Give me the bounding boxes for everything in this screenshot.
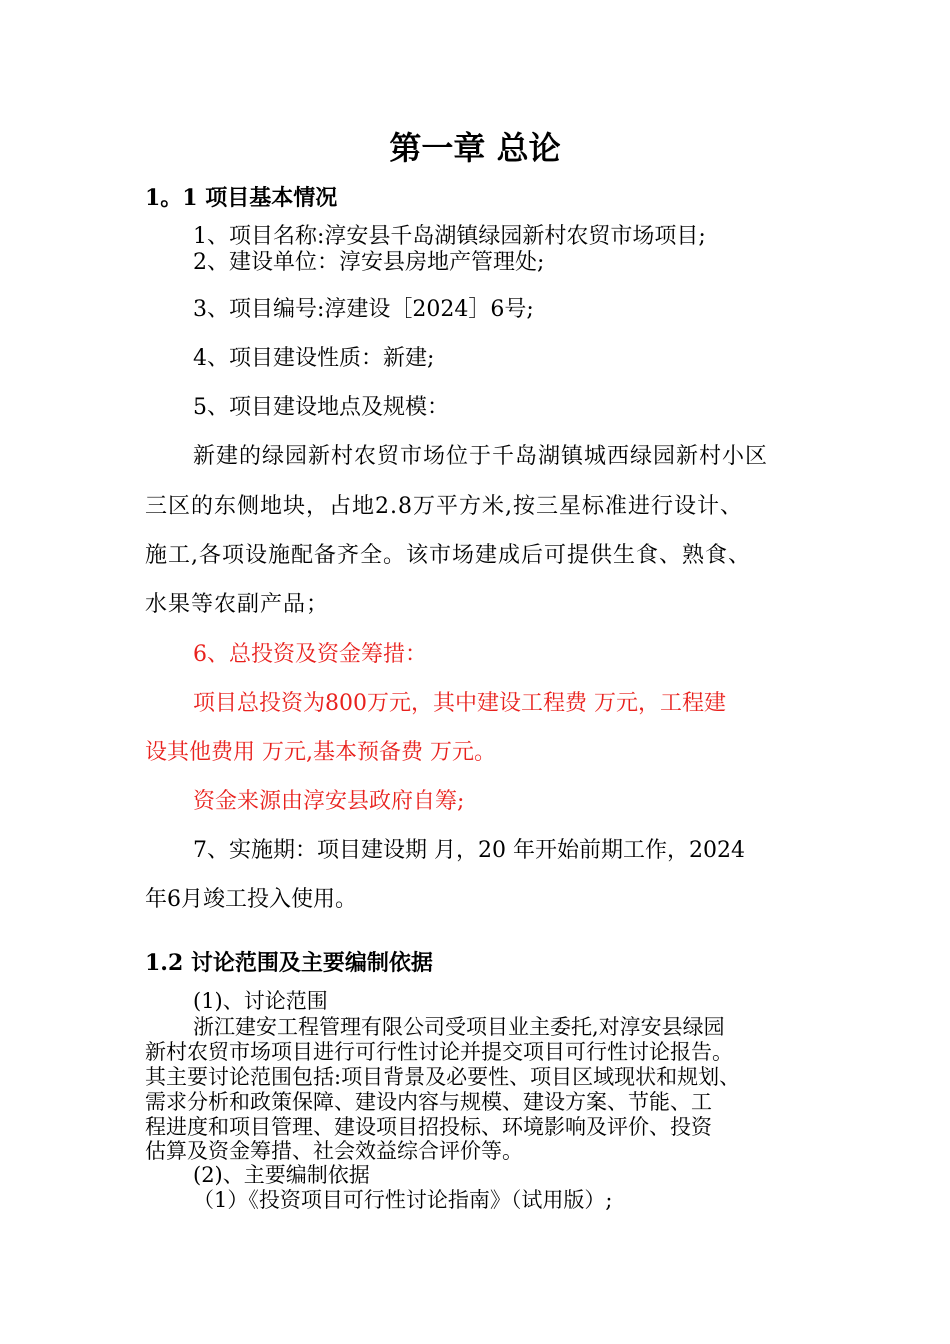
site-desc-line-3: 施工,各项设施配备齐全。该市场建成后可提供生食、熟食、 [145,543,751,568]
scope-line-5: 程进度和项目管理、建设项目招投标、环境影响及评价、投资 [145,1115,712,1139]
basis-heading: (2)、主要编制依据 [193,1163,370,1187]
funding-source: 资金来源由淳安县政府自筹; [193,789,465,814]
scope-heading: (1)、讨论范围 [193,989,328,1013]
investment-heading: 6、总投资及资金筹措： [193,642,427,667]
item-construction-unit: 2、建设单位：淳安县房地产管理处; [193,250,545,275]
schedule-line-1: 7、实施期：项目建设期 月，20 年开始前期工作，2024 [193,838,745,863]
site-desc-line-1: 新建的绿园新村农贸市场位于千岛湖镇城西绿园新村小区 [193,444,769,469]
schedule-line-2: 年6月竣工投入使用。 [145,887,357,912]
scope-line-4: 需求分析和政策保障、建设内容与规模、建设方案、节能、工 [145,1090,712,1114]
section-heading-1-1: 1。1 项目基本情况 [145,185,338,211]
scope-line-1: 浙江建安工程管理有限公司受项目业主委托,对淳安县绿园 [193,1015,725,1039]
basis-item-1: （1）《投资项目可行性讨论指南》（试用版）; [193,1188,613,1212]
item-project-code: 3、项目编号:淳建设［2024］6号; [193,297,534,322]
scope-line-2: 新村农贸市场项目进行可行性讨论并提交项目可行性讨论报告。 [145,1040,733,1064]
scope-line-6: 估算及资金筹措、社会效益综合评价等。 [145,1139,523,1163]
item-project-site: 5、项目建设地点及规模： [193,395,449,420]
item-project-nature: 4、项目建设性质：新建; [193,346,435,371]
investment-line-2: 设其他费用 万元,基本预备费 万元。 [145,740,496,765]
chapter-title: 第一章 总论 [389,129,561,167]
scope-line-3: 其主要讨论范围包括:项目背景及必要性、项目区域现状和规划、 [145,1065,741,1089]
investment-line-1: 项目总投资为800万元，其中建设工程费 万元，工程建 [193,691,726,716]
item-project-name: 1、项目名称:淳安县千岛湖镇绿园新村农贸市场项目; [193,224,706,249]
site-desc-line-2: 三区的东侧地块，占地2.8万平方米,按三星标准进行设计、 [145,494,743,519]
site-desc-line-4: 水果等农副产品； [145,592,330,617]
section-heading-1-2: 1.2 讨论范围及主要编制依据 [145,950,433,976]
